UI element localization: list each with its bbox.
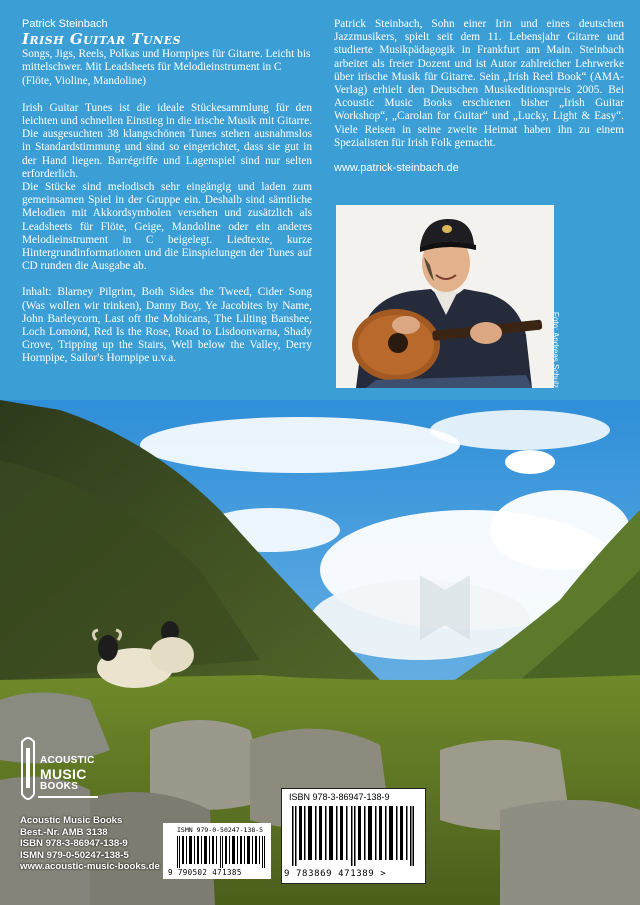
logo-line-2: MUSIC [40,766,87,782]
book-title: Irish Guitar Tunes [22,30,182,49]
isbn-barcode-bars [292,806,414,866]
ismn-barcode [163,823,271,879]
isbn-barcode-label: ISBN 978-3-86947-138-9 [289,792,390,802]
book-subtitle: Songs, Jigs, Reels, Polkas und Hornpipes für Gitarre. Leicht bis mittelschwer. Mit Leadsheets für Melodieinstrument in C (Flöte, Violine, Mandoline) [22,48,311,87]
ismn-text: ISMN 979-0-50247-138-5 [20,849,129,861]
right-column [334,18,624,175]
description-paragraph-1: Irish Guitar Tunes ist die ideale Stückesammlung für den leichten und schnellen Einstieg in die irische Musik mit Gitarre. Die ausgesuchten 38 klangschönen Tunes stehen ausnahmslos in Standardstimmung und sind so eingerichtet, dass sie gut in der Hand liegen. Barrégriffe und Lagenspiel sind nur selten erforderlich. [22,101,312,180]
isbn-barcode-digits: 9 783869 471389 > [284,869,387,879]
author-bio: Patrick Steinbach, Sohn einer Irin und eines deutschen Jazzmusikers, spielt seit dem 11. Lebensjahr Gitarre und studierte Musikpädagogik in Frankfurt am Main. Steinbach arbeitet als freier Dozent und ist Autor zahlreicher Lehrwerke über irische Musik für Gitarre. Sein „Irish Reel Book“ (AMA-Verlag) erhielt den Deutschen Musikeditionspreis 2005. Bei Acoustic Music Books erschienen bisher „Irish Guitar Workshop“, „Carolan for Guitar“ und „Lucky, Light & Easy“. Viele Reisen in seine zweite Heimat haben ihn zu einem Spezialisten für Irish Folk gemacht. [334,18,624,149]
publisher-name: Acoustic Music Books [20,815,123,826]
left-column [22,18,312,366]
isbn-barcode [281,788,426,884]
watermark-logo [415,570,475,650]
author-website[interactable]: www.patrick-steinbach.de [334,162,459,175]
ismn-barcode-bars [177,836,265,868]
photo-credit: Foto: Andreas Schulz [551,312,560,389]
order-number: Best.-Nr. AMB 3138 [20,826,108,838]
logo-line-3: BOOKS [40,781,79,792]
author-name: Patrick Steinbach [22,18,108,30]
publisher-website[interactable]: www.acoustic-music-books.de [20,861,160,873]
description-paragraph-2: Die Stücke sind melodisch sehr eingängig und laden zum gemeinsamen Spiel in der Gruppe ein. Deshalb sind sämtliche Melodien mit Akkordsymbolen versehen und zusätzlich als Leadsheets für Flöte, Geige, Mandoline oder ein anderes Melodieinstrument in C beigelegt. Liedtexte, kurze Hintergrundinformationen und die Einspielungen der Tunes auf CD runden die Ausgabe ab. [22,181,312,273]
author-photo [336,205,554,388]
publisher-logo [16,734,102,810]
publisher-info [20,815,160,873]
logo-line-1: ACOUSTIC [40,755,95,766]
isbn-text: ISBN 978-3-86947-138-9 [20,838,128,850]
contents-list: Inhalt: Blarney Pilgrim, Both Sides the Tweed, Cider Song (Was wollen wir trinken), Danny Boy, Ye Jacobites by Name, John Barleycorn, Last oft the Mohicans, The Lilting Banshee, Loch Lomond, Red Is the Rose, Road to Lisdoonvarna, Shady Grove, Tripping up the Stairs, Well below the Valley, Derry Hornpipe, Sailor's Hornpipe u.v.a. [22,286,312,365]
ismn-barcode-digits: 9 790502 471385 [168,868,242,877]
ismn-barcode-label: ISMN 979-0-50247-138-5 [177,826,264,834]
